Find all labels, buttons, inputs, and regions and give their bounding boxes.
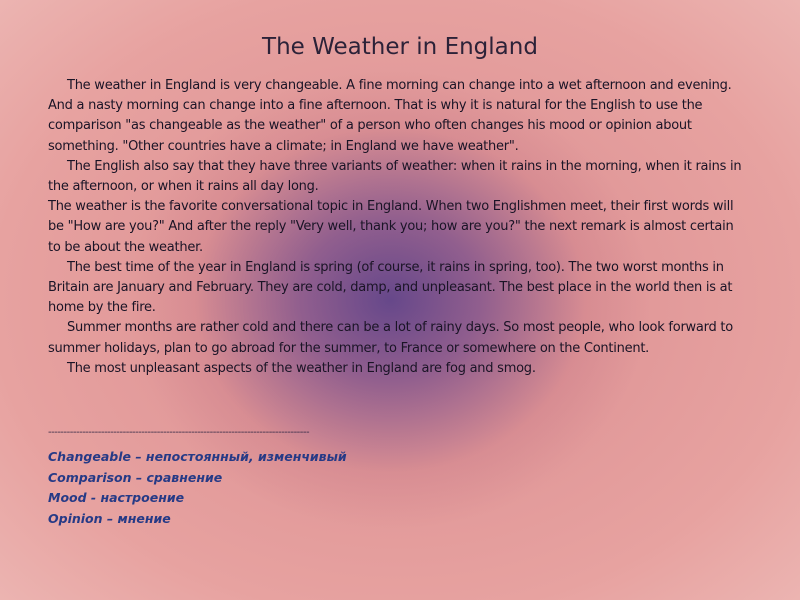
paragraph-6: The most unpleasant aspects of the weather in England are fog and smog. (67, 360, 536, 376)
paragraph-4: The best time of the year in England is spring (of course, it rains in spring, too). The two worst months in Britain are January and February. They are cold, damp, and unpleasant. The best place in the world then is at home by the fire. (48, 259, 733, 316)
paragraph-2: The English also say that they have three variants of weather: when it rains in the morning, when it rains in the afternoon, or when it rains all day long. (48, 158, 742, 195)
slide-title: The Weather in England (262, 34, 538, 60)
glossary-item: Mood - настроение (48, 490, 185, 505)
paragraph-5: Summer months are rather cold and there can be a lot of rainy days. So most people, who look forward to summer holidays, plan to go abroad for the summer, to France or somewhere on the Continent. (48, 320, 733, 356)
paragraph-1: The weather in England is very changeable. A fine morning can change into a wet afternoon and evening. And a nasty morning can change into a fine afternoon. That is why it is natural for the English to use the comparison "as changeable as the weather" of a person who often changes his mood or opinion about something. "Other countries have a climate; in England we have weather". (48, 78, 732, 154)
glossary-item: Comparison – сравнение (48, 469, 223, 485)
glossary-item: Opinion – мнение (48, 510, 171, 526)
text-body (48, 76, 748, 379)
glossary (48, 447, 648, 529)
paragraph-3: The weather is the favorite conversational topic in England. When two Englishmen meet, their first words will be "How are you?" And after the reply "Very well, thank you; how are you?" the next remark is almost certain to be about the weather. (48, 199, 734, 255)
glossary-item: Changeable – непостоянный, изменчивый (48, 449, 347, 464)
separator-line: ------------------------------------------------------------------------------------ (48, 427, 310, 438)
